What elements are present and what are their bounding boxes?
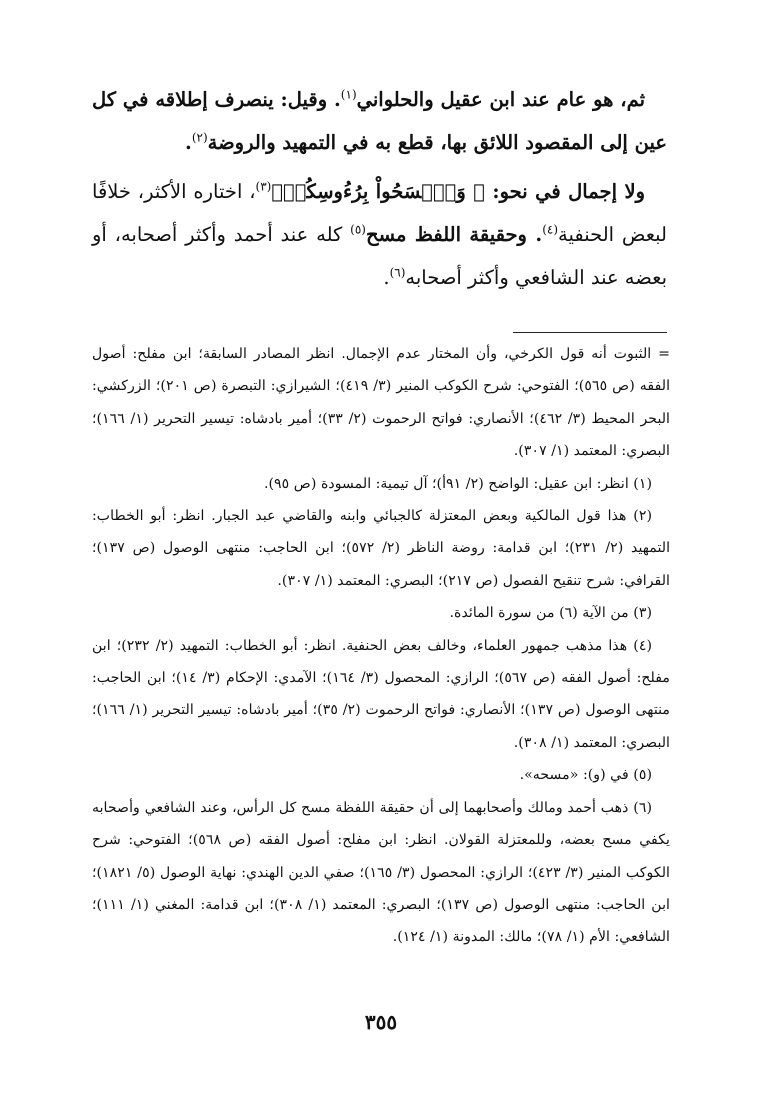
main-text-segment: كله عند أحمد وأكثر أصحابه، أو بعضه عند الشافعي وأكثر أصحابه	[92, 223, 667, 289]
main-paragraph-1	[92, 78, 667, 164]
footnote-ref: (٤)	[542, 222, 559, 237]
footnotes	[92, 338, 670, 954]
footnote-ref: (٥)	[350, 222, 366, 237]
quran-verse: ﴿ وَٱمۡسَحُواْ بِرُءُوسِكُمۡ﴾	[271, 180, 485, 203]
main-text-segment: ، اختاره الأكثر، خلافًا لبعض الحنفية	[92, 180, 667, 246]
main-text-segment: .	[383, 266, 390, 289]
footnote-4: (٤) هذا مذهب جمهور العلماء، وخالف بعض الحنفية. انظر: أبو الخطاب: التمهيد (٢/ ٢٣٢)؛ ابن مفلح: أصول الفقه (ص ٥٦٧)؛ الرازي: المحصول (٣/ ١٦٤)؛ الآمدي: الإحكام (٣/ ١٤)؛ ابن الحاجب: منتهى الوصول (ص ١٣٧)؛ الأنصاري: فواتح الرحموت (٢/ ٣٥)؛ أمير بادشاه: تيسير التحرير (١/ ١٦٦)؛ البصري: المعتمد (١/ ٣٠٨).	[92, 637, 671, 751]
page-number: ٣٥٥	[364, 1010, 398, 1034]
main-text-segment: . وقيل: ينصرف إطلاقه في كل عين إلى المقصود اللائق بها، قطع به في التمهيد والروضة	[92, 88, 667, 154]
footnote-ref: (٢)	[191, 130, 208, 145]
main-paragraph-2	[92, 170, 667, 299]
footnote-ref: (٦)	[389, 265, 406, 280]
footnote-ref: (٣)	[255, 179, 272, 194]
footnote-5: (٥) في (و): «مسحه».	[519, 767, 652, 784]
main-text-segment: . وحقيقة اللفظ مسح	[365, 223, 543, 246]
footnote-separator	[513, 332, 667, 333]
main-text-segment: .	[185, 131, 192, 154]
footnote-2: (٢) هذا قول المالكية وبعض المعتزلة كالجبائي وابنه والقاضي عبد الجبار. انظر: أبو الخطاب: التمهيد (٢/ ٢٣١)؛ ابن قدامة: روضة الناظر (٢/ ٥٧٢)؛ ابن الحاجب: منتهى الوصول (ص ١٣٧)؛ القرافي: شرح تنقيح الفصول (ص ٢١٧)؛ البصري: المعتمد (١/ ٣٠٧).	[92, 508, 671, 589]
footnote-continuation: = الثبوت أنه قول الكرخي، وأن المختار عدم الإجمال. انظر المصادر السابقة؛ ابن مفلح: أصول الفقه (ص ٥٦٥)؛ الفتوحي: شرح الكوكب المنير (٣/ ٤١٩)؛ الشيرازي: التبصرة (ص ٢٠١)؛ الزركشي: البحر المحيط (٣/ ٤٦٢)؛ الأنصاري: فواتح الرحموت (٢/ ٣٣)؛ أمير بادشاه: تيسير التحرير (١/ ١٦٦)؛ البصري: المعتمد (١/ ٣٠٧).	[92, 346, 671, 460]
footnote-3: (٣) من الآية (٦) من سورة المائدة.	[449, 605, 652, 622]
main-text-segment: ولا إجمال في نحو:	[484, 180, 645, 203]
main-text-segment: ثم، هو عام عند ابن عقيل والحلواني	[356, 88, 645, 111]
footnote-1: (١) انظر: ابن عقيل: الواضح (٢/ ٩١أ)؛ آل تيمية: المسودة (ص ٩٥).	[263, 475, 652, 492]
footnote-6: (٦) ذهب أحمد ومالك وأصحابهما إلى أن حقيقة اللفظة مسح كل الرأس، وعند الشافعي وأصحابه يكفي مسح بعضه، وللمعتزلة القولان. انظر: ابن مفلح: أصول الفقه (ص ٥٦٨)؛ الفتوحي: شرح الكوكب المنير (٣/ ٤٢٣)؛ الرازي: المحصول (٣/ ١٦٥)؛ صفي الدين الهندي: نهاية الوصول (٥/ ١٨٢١)؛ ابن الحاجب: منتهى الوصول (ص ١٣٧)؛ البصري: المعتمد (١/ ٣٠٨)؛ ابن قدامة: المغني (١/ ١١١)؛ الشافعي: الأم (١/ ٧٨)؛ مالك: المدونة (١/ ١٢٤).	[92, 799, 670, 946]
footnote-ref: (١)	[340, 87, 357, 102]
main-text	[92, 78, 667, 305]
